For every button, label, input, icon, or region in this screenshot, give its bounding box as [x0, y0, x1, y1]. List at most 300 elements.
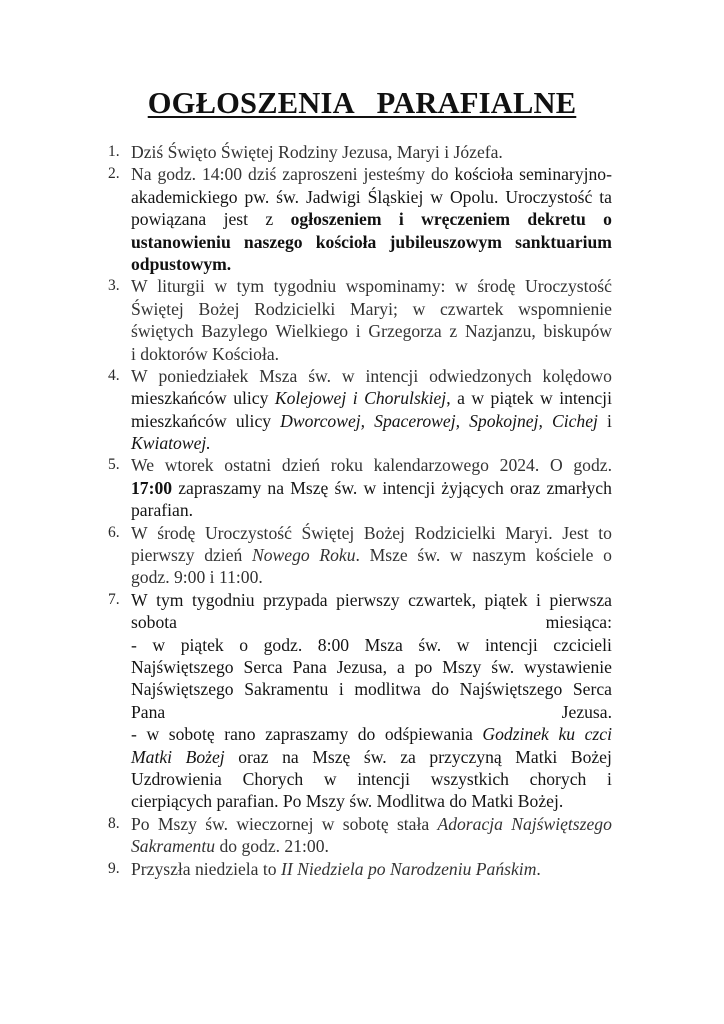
text-run: Mszy	[442, 656, 482, 677]
text-line	[131, 611, 612, 633]
word	[233, 387, 268, 409]
item-number: 5.	[108, 456, 120, 474]
text-run: kościoła	[315, 231, 377, 252]
word	[511, 813, 612, 835]
word	[431, 768, 509, 790]
word	[198, 298, 239, 320]
text-run: św.	[417, 545, 441, 566]
text-run: zaproszeni	[282, 164, 358, 185]
word	[354, 678, 420, 700]
text-run: ustanowieniu	[131, 231, 231, 252]
text-run: Cichej	[552, 410, 598, 431]
word	[413, 298, 426, 320]
word	[302, 522, 355, 544]
word	[431, 163, 449, 185]
word	[544, 320, 612, 342]
text-run: środę	[477, 276, 516, 297]
text-run: i	[607, 410, 612, 431]
word	[131, 275, 148, 297]
text-run: intencji	[484, 634, 538, 655]
word	[457, 387, 465, 409]
text-run: liturgii	[157, 276, 205, 297]
text-run: wieczornej	[236, 813, 314, 834]
word	[131, 589, 148, 611]
text-run: intencji	[382, 477, 436, 498]
word	[131, 634, 137, 656]
text-run: a	[457, 388, 465, 409]
word	[319, 544, 360, 566]
word	[417, 544, 440, 566]
text-run: w	[341, 365, 355, 386]
word	[254, 298, 335, 320]
text-run: św.	[205, 813, 229, 834]
word	[382, 477, 435, 499]
word	[471, 387, 484, 409]
word	[485, 589, 528, 611]
word	[457, 634, 470, 656]
text-run: Adoracja	[437, 813, 503, 834]
word	[280, 410, 365, 432]
text-run: kościoła	[454, 164, 514, 185]
word	[400, 746, 416, 768]
text-run: Najświętszego	[511, 813, 612, 834]
text-run: Świętej	[301, 522, 355, 543]
page-title	[0, 86, 724, 121]
word	[518, 298, 612, 320]
word	[552, 410, 598, 432]
text-run: wręczeniem	[421, 209, 511, 230]
word	[437, 813, 502, 835]
text-run: wspomnienie	[518, 298, 612, 319]
text-run: i	[536, 589, 541, 610]
item-number: 3.	[108, 277, 120, 295]
text-run: naszym	[472, 545, 527, 566]
text-run: godz.	[157, 164, 197, 185]
text-run: jubileuszowym	[389, 231, 502, 252]
text-run: zapraszamy	[178, 477, 262, 498]
text-run: Spacerowej,	[374, 410, 460, 431]
text-run: Msza	[364, 634, 403, 655]
word	[505, 522, 552, 544]
text-run: po	[414, 656, 433, 677]
word	[306, 186, 361, 208]
text-run: sanktuarium	[515, 231, 612, 252]
text-run: ulicy	[235, 410, 272, 431]
word	[418, 634, 441, 656]
text-run: świętych	[131, 321, 194, 342]
word	[390, 231, 502, 253]
text-run: parafian.	[131, 500, 194, 521]
word	[236, 813, 313, 835]
word	[540, 387, 553, 409]
word	[515, 231, 612, 253]
text-run: Chorulskiej	[364, 388, 447, 409]
word	[598, 522, 612, 544]
text-run: Godzinek	[482, 724, 549, 745]
announcement-item	[0, 163, 724, 275]
word	[599, 186, 612, 208]
word	[346, 275, 446, 297]
text-run: Jadwigi	[305, 186, 361, 207]
item-number: 9.	[108, 859, 120, 877]
word	[573, 678, 612, 700]
text-run: z	[265, 209, 274, 230]
text-line	[131, 432, 612, 454]
word	[282, 746, 299, 768]
text-run: św.	[276, 186, 299, 207]
text-run: w	[455, 276, 468, 297]
text-run: sobota	[131, 612, 177, 633]
word	[238, 746, 268, 768]
word	[157, 275, 205, 297]
text-run: Po	[131, 813, 150, 834]
word	[527, 208, 585, 230]
text-line	[131, 163, 612, 185]
text-run: czwartek,	[408, 589, 477, 610]
announcement-item	[0, 275, 724, 365]
item-number: 4.	[108, 366, 120, 384]
text-run: czci	[584, 724, 612, 745]
text-line	[131, 231, 612, 253]
text-run: godz.	[573, 455, 612, 476]
word	[429, 365, 532, 387]
word	[408, 589, 476, 611]
word	[131, 365, 148, 387]
text-run: w	[146, 724, 160, 745]
word	[318, 634, 349, 656]
word	[316, 231, 377, 253]
word	[356, 320, 361, 342]
text-run: ogłoszeniem	[290, 209, 382, 230]
text-run: Nowego	[252, 545, 310, 566]
word	[276, 186, 299, 208]
text-run: W	[131, 522, 148, 543]
text-run: i doktorów Kościoła.	[131, 343, 280, 364]
word	[559, 387, 612, 409]
text-run: kolędowo	[542, 365, 612, 386]
word	[397, 656, 405, 678]
word	[430, 186, 443, 208]
word	[131, 611, 177, 633]
text-run: dziś	[248, 164, 277, 185]
text-run: i	[338, 679, 344, 700]
word	[440, 298, 504, 320]
text-run: o	[603, 209, 612, 230]
text-line	[131, 141, 612, 163]
word	[157, 522, 195, 544]
text-line	[131, 768, 612, 790]
text-run: 14:00	[202, 164, 243, 185]
word	[549, 589, 612, 611]
word	[543, 365, 612, 387]
text-run: dekretu	[527, 209, 586, 230]
word	[275, 387, 346, 409]
text-run: Pana	[131, 701, 166, 722]
text-run: Maryi;	[350, 298, 398, 319]
text-line	[131, 343, 612, 365]
text-run: Msza	[259, 365, 298, 386]
text-line	[131, 813, 612, 835]
text-run: przyczyną	[429, 746, 502, 767]
word	[131, 678, 234, 700]
word	[365, 365, 418, 387]
text-run: Śląskiej	[367, 186, 424, 207]
word	[485, 634, 538, 656]
word	[510, 477, 540, 499]
word	[131, 231, 231, 253]
text-line	[131, 365, 612, 387]
page-title-text: OGŁOSZENIA PARAFIALNE	[147, 86, 577, 120]
text-run: Uzdrowienia	[131, 768, 222, 789]
text-run: przypada	[263, 589, 328, 610]
word	[224, 454, 271, 476]
word	[204, 544, 242, 566]
word	[265, 723, 348, 745]
text-line	[131, 477, 612, 499]
text-run: Bożej	[198, 298, 240, 319]
text-line	[131, 858, 612, 880]
text-run: i	[398, 209, 404, 230]
word	[363, 163, 425, 185]
text-run: za	[400, 746, 416, 767]
text-line	[131, 656, 612, 678]
word	[450, 544, 463, 566]
word	[491, 656, 514, 678]
text-run: powiązana	[131, 209, 207, 230]
word	[274, 275, 337, 297]
word	[152, 634, 165, 656]
text-run: Mszę	[290, 477, 329, 498]
word	[472, 544, 526, 566]
text-line	[131, 835, 612, 857]
word	[364, 387, 451, 409]
word	[455, 163, 514, 185]
text-run: dzień	[281, 455, 321, 476]
word	[399, 208, 404, 230]
text-line	[131, 387, 612, 409]
text-line	[131, 566, 612, 588]
text-run: Sakramentu	[131, 836, 216, 857]
word	[350, 298, 398, 320]
text-line	[131, 320, 612, 342]
text-run: II Niedziela po Narodzeniu Pańskim	[280, 858, 537, 879]
text-run: czwartek	[439, 298, 504, 319]
text-run: tym	[156, 589, 184, 610]
word	[429, 746, 501, 768]
text-run: .	[355, 545, 360, 566]
text-run: stała	[396, 813, 430, 834]
text-run: wtorek	[164, 455, 214, 476]
text-line	[131, 454, 612, 476]
text-run: Najświętszego	[131, 656, 234, 677]
word	[450, 186, 498, 208]
text-run: Rodzicielki	[254, 298, 336, 319]
text-run: w	[449, 545, 463, 566]
text-run: w	[540, 388, 553, 409]
text-run: Sakramentu	[244, 679, 329, 700]
word	[442, 656, 481, 678]
text-run: w	[363, 477, 377, 498]
item-number: 6.	[108, 523, 120, 541]
word	[181, 634, 224, 656]
word	[158, 813, 197, 835]
text-run: Na	[131, 164, 152, 185]
text-run: i	[352, 388, 358, 409]
text-run: Bożej	[363, 522, 405, 543]
word	[515, 746, 557, 768]
text-run: w	[321, 813, 335, 834]
word	[469, 410, 543, 432]
word	[131, 410, 227, 432]
text-run: W	[131, 589, 148, 610]
text-run: roku	[330, 455, 363, 476]
word	[363, 477, 376, 499]
text-line	[131, 522, 612, 544]
text-run: z	[449, 321, 458, 342]
word	[224, 723, 255, 745]
word	[374, 410, 460, 432]
word	[224, 208, 248, 230]
word	[505, 186, 592, 208]
text-run: odwiedzonych	[429, 365, 532, 386]
word	[131, 454, 154, 476]
word	[530, 768, 587, 790]
text-run: Uroczystość	[505, 186, 593, 207]
word	[368, 320, 441, 342]
word	[244, 656, 283, 678]
word	[477, 275, 515, 297]
text-run: tygodniu	[273, 276, 337, 297]
word	[131, 522, 148, 544]
word	[291, 208, 382, 230]
text-run: w	[412, 298, 426, 319]
word	[158, 365, 248, 387]
text-run: .	[536, 858, 541, 879]
word	[312, 746, 350, 768]
text-run: Dziś Święto Świętej Rodziny Jezusa, Maryi i Józefa.	[131, 142, 503, 162]
word	[205, 813, 228, 835]
word	[607, 410, 612, 432]
word	[252, 544, 310, 566]
text-run: to	[598, 522, 612, 543]
text-run: oraz	[238, 746, 269, 767]
announcement-item	[0, 858, 724, 880]
word	[131, 186, 238, 208]
text-run: zmarłych	[546, 477, 612, 498]
announcement-item	[0, 365, 724, 455]
text-run: czcicieli	[553, 634, 612, 655]
text-line	[131, 678, 612, 700]
word	[178, 477, 261, 499]
text-run: a	[396, 656, 405, 677]
text-run: chorych	[529, 768, 587, 789]
text-run: Jezusa,	[336, 656, 388, 677]
announcement-item	[0, 813, 724, 858]
announcement-item	[0, 141, 724, 163]
text-run: wspominamy:	[345, 276, 446, 297]
word	[370, 544, 408, 566]
text-run: piątek	[484, 589, 528, 610]
text-run: Dworcowej,	[280, 410, 366, 431]
word	[131, 387, 227, 409]
text-run: Chorych	[242, 768, 304, 789]
word	[131, 813, 150, 835]
word	[364, 746, 387, 768]
text-run: do	[430, 164, 449, 185]
word	[293, 656, 327, 678]
word	[573, 454, 612, 476]
word	[282, 163, 357, 185]
word	[491, 387, 534, 409]
word	[571, 746, 612, 768]
word	[201, 320, 267, 342]
text-run: odpustowym.	[131, 253, 232, 274]
text-line	[131, 790, 612, 812]
text-run: w	[430, 186, 444, 207]
text-run: Uroczystość	[525, 276, 612, 297]
text-run: Msze	[369, 545, 408, 566]
text-run: O	[549, 455, 563, 476]
word	[339, 678, 344, 700]
text-run: Roku	[319, 545, 356, 566]
text-line	[131, 410, 612, 432]
text-run: W	[131, 365, 148, 386]
text-run: Kolejowej	[274, 388, 347, 409]
text-run: sobotę	[342, 813, 389, 834]
text-run: pierwszy	[336, 589, 400, 610]
text-run: ulicy	[233, 388, 269, 409]
text-run: Jest	[562, 522, 589, 543]
word	[460, 678, 563, 700]
text-run: Kwiatowej.	[131, 433, 211, 454]
text-run: dzień	[204, 545, 243, 566]
word	[205, 522, 292, 544]
text-run: pierwsza	[549, 589, 612, 610]
word	[265, 208, 273, 230]
word	[336, 589, 400, 611]
word	[607, 768, 612, 790]
word	[546, 611, 612, 633]
word	[239, 634, 248, 656]
text-line	[131, 634, 612, 656]
text-run: w	[323, 768, 337, 789]
item-number: 2.	[108, 165, 120, 183]
word	[248, 163, 276, 185]
word	[192, 589, 255, 611]
text-run: tym	[236, 276, 265, 297]
word	[244, 678, 328, 700]
word	[131, 701, 165, 723]
text-run: naszego	[243, 231, 303, 252]
text-run: Bożej	[185, 746, 225, 767]
text-run: środę	[157, 522, 196, 543]
text-run: wszystkich	[430, 768, 509, 789]
text-run: kalendarzowego	[373, 455, 489, 476]
text-run: intencji	[559, 388, 612, 409]
text-line	[131, 186, 612, 208]
word	[562, 522, 588, 544]
text-line	[131, 701, 612, 723]
word	[536, 589, 541, 611]
text-run: sobotę	[168, 724, 215, 745]
word	[290, 477, 328, 499]
word	[131, 477, 172, 499]
text-line	[131, 253, 612, 275]
word	[202, 163, 242, 185]
word	[550, 454, 563, 476]
text-run: Bożej	[570, 746, 612, 767]
text-run: Mszę	[312, 746, 351, 767]
